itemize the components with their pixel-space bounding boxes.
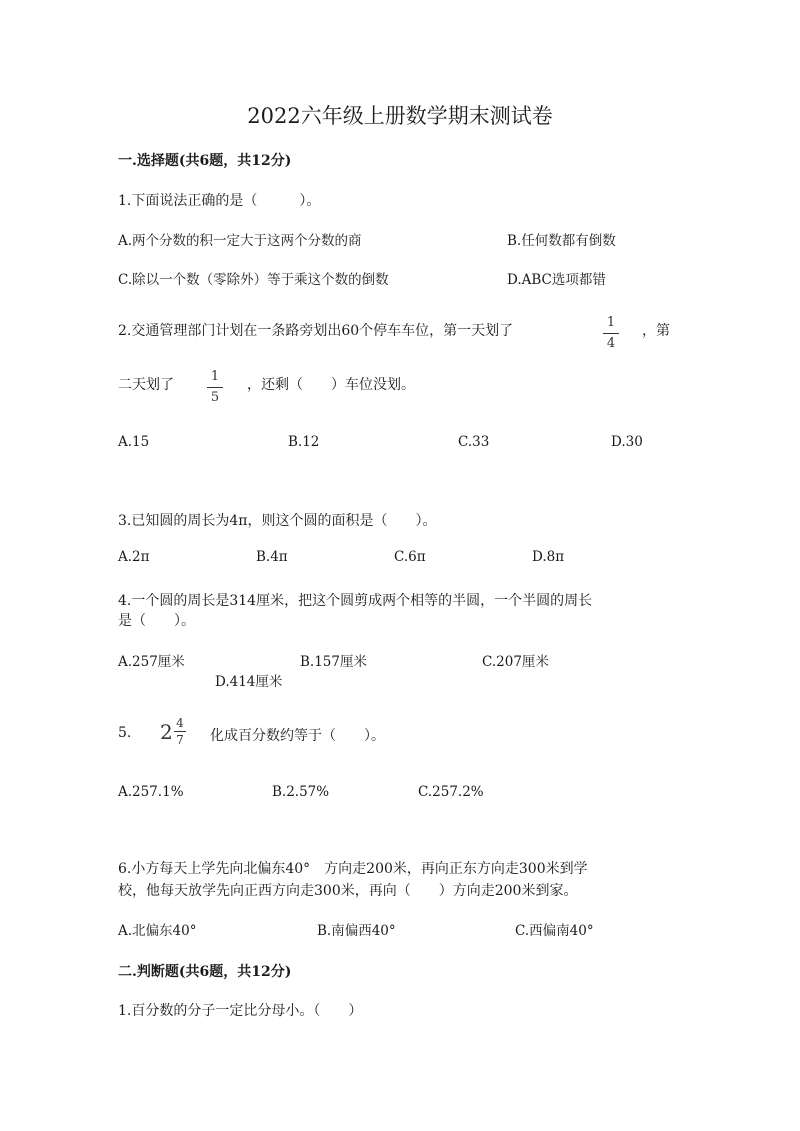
- question-1-option-a: A.两个分数的积一定大于这两个分数的商: [118, 233, 362, 249]
- question-4-option-a: A.257厘米: [118, 654, 185, 670]
- question-3-option-b: B.4π: [256, 549, 288, 565]
- question-5-number: 5.: [118, 725, 132, 741]
- question-2-line2-end: ，还剩（ ）车位没划。: [247, 377, 415, 393]
- question-4-option-b: B.157厘米: [300, 654, 367, 670]
- question-1-option-d: D.ABC选项都错: [507, 272, 606, 288]
- question-6-option-c: C.西偏南40°: [515, 923, 594, 939]
- question-1-text: 1.下面说法正确的是（ ）。: [118, 193, 321, 209]
- section-heading-judgement: 二.判断题(共6题，共12分): [118, 964, 292, 980]
- question-4-line1: 4.一个圆的周长是314厘米，把这个圆剪成两个相等的半圆，一个半圆的周长: [118, 593, 593, 609]
- question-6-option-b: B.南偏西40°: [317, 923, 396, 939]
- question-2-line1-end: ，第: [642, 323, 670, 339]
- question-4-line2: 是（ ）。: [118, 613, 195, 629]
- question-2-line2-start: 二天划了: [118, 377, 174, 393]
- question-3-option-c: C.6π: [394, 549, 426, 565]
- question-2-option-b: B.12: [288, 434, 320, 450]
- question-1-option-c: C.除以一个数（零除外）等于乘这个数的倒数: [118, 272, 389, 288]
- section-heading-choice: 一.选择题(共6题，共12分): [118, 153, 292, 169]
- judgement-1-text: 1.百分数的分子一定比分母小。（ ）: [118, 1003, 363, 1019]
- fraction-bar: [603, 333, 619, 334]
- question-2-option-c: C.33: [458, 434, 490, 450]
- fraction-one-fifth: [207, 368, 223, 407]
- question-5-option-c: C.257.2%: [418, 784, 484, 800]
- question-2-option-d: D.30: [611, 434, 643, 450]
- question-5-option-a: A.257.1%: [118, 784, 184, 800]
- question-4-option-c: C.207厘米: [482, 654, 549, 670]
- fraction-numerator: 1: [606, 315, 616, 330]
- question-3-option-d: D.8π: [532, 549, 565, 565]
- question-4-option-d: D.414厘米: [215, 674, 283, 690]
- question-5-text: 化成百分数约等于（ ）。: [210, 728, 385, 744]
- question-6-option-a: A.北偏东40°: [118, 923, 197, 939]
- fraction-numerator: 1: [210, 369, 220, 384]
- mixed-number-whole: 2: [160, 720, 173, 744]
- fraction-numerator: 4: [176, 716, 184, 730]
- question-6-line2: 校，他每天放学先向正西方向走300米，再向（ ）方向走200米到家。: [118, 883, 578, 899]
- fraction-bar: [207, 387, 223, 388]
- fraction-one-quarter: [603, 314, 619, 353]
- question-3-option-a: A.2π: [118, 549, 150, 565]
- fraction-bar: [174, 731, 186, 732]
- question-2-option-a: A.15: [118, 434, 150, 450]
- question-3-text: 3.已知圆的周长为4π，则这个圆的面积是（ ）。: [118, 513, 437, 529]
- question-1-option-b: B.任何数都有倒数: [507, 233, 616, 249]
- question-6-line1: 6.小方每天上学先向北偏东40° 方向走200米，再向正东方向走300米到学: [118, 861, 588, 877]
- mixed-number: [160, 716, 190, 754]
- question-2-line1: 2.交通管理部门计划在一条路旁划出60个停车车位，第一天划了: [118, 323, 514, 339]
- fraction-denominator: 5: [210, 390, 220, 405]
- mixed-number-fraction: [174, 716, 186, 747]
- question-5-option-b: B.2.57%: [272, 784, 330, 800]
- fraction-denominator: 4: [606, 336, 616, 351]
- fraction-denominator: 7: [176, 733, 184, 747]
- page-title: 2022六年级上册数学期末测试卷: [247, 104, 553, 128]
